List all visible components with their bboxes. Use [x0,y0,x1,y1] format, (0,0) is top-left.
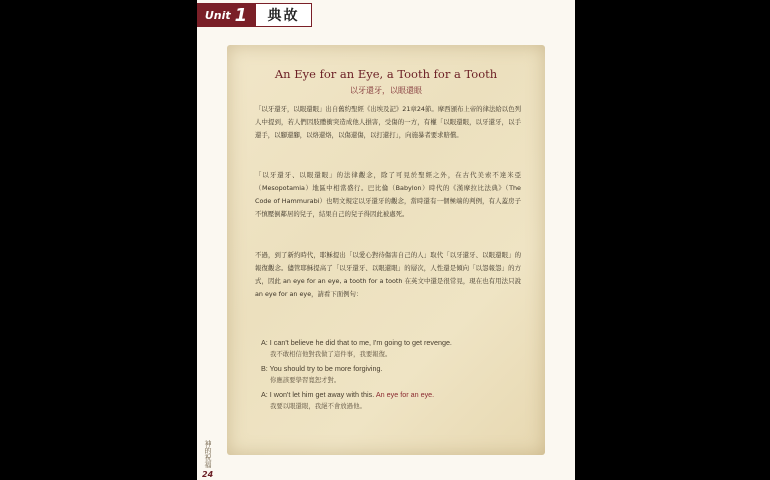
unit-label: Unit [204,8,231,22]
article-subtitle: 以牙還牙，以眼還眼 [350,86,422,95]
dialog-line-zh: 我不敢相信他對我做了這件事，我要報復。 [270,351,392,358]
dialog-line-en: B: You should try to be more forgiving. [261,364,383,373]
unit-number: 1 [234,4,248,26]
book-page [197,0,575,480]
page-number: 24 [202,470,214,479]
dialog-line-en: A: I can't believe he did that to me, I'm going to get revenge. [261,338,452,347]
dialog-line-zh: 我要以眼還眼，我絕不會放過他。 [270,403,366,410]
paragraph-2: 「以牙還牙、以眼還眼」的法律觀念，除了可見於聖經之外，在古代美索不達米亞（Mesopotamia）地區中相當盛行。巴比倫（Babylon）時代的《漢摩拉比法典》（The Code of Hammurabi）也明文規定以牙還牙的觀念，當時還有一個極端的判例，有人蓋房子不慎壓倒鄰居的兒子，結果自己的兒子得因此被處死。 [255,171,521,218]
dialog-text: A: I won't let him get away with this. [261,390,376,399]
dialog-highlight: An eye for an eye. [375,390,435,399]
dialog-line-zh: 你應該要學習寬恕才對。 [270,377,341,384]
paragraph-3: 不過，到了新約時代，耶穌提出「以愛心對待傷害自己的人」取代「以牙還牙、以眼還眼」的報復觀念。儘管耶穌提高了「以牙還牙、以眼還眼」的層次，人性還是傾向「以怨報怨」的方式，因此 an eye for an eye, a tooth for a tooth 在英文中還是很常見，現在也有用法只說 an eye for an eye，請看下面例句： [255,251,521,298]
unit-title: 典故 [255,3,312,27]
dialog-line-en [261,388,521,401]
example-dialog [261,336,521,414]
paragraph-1: 「以牙還牙，以眼還眼」出自舊約聖經《出埃及記》21章24節。摩西頒布上帝的律法給以色列人中提到，若人們因肢體衝突造成他人損害，受傷的一方，有權「以眼還眼，以牙還牙，以手還手，以腳還腳，以烙還烙，以傷還傷，以打還打」，向施暴者要求賠償。 [255,105,521,139]
article-title: An Eye for an Eye, a Tooth for a Tooth [274,67,498,81]
unit-tab [197,3,255,27]
parchment-panel [227,45,545,455]
side-label: 神的祝福 [204,440,212,468]
